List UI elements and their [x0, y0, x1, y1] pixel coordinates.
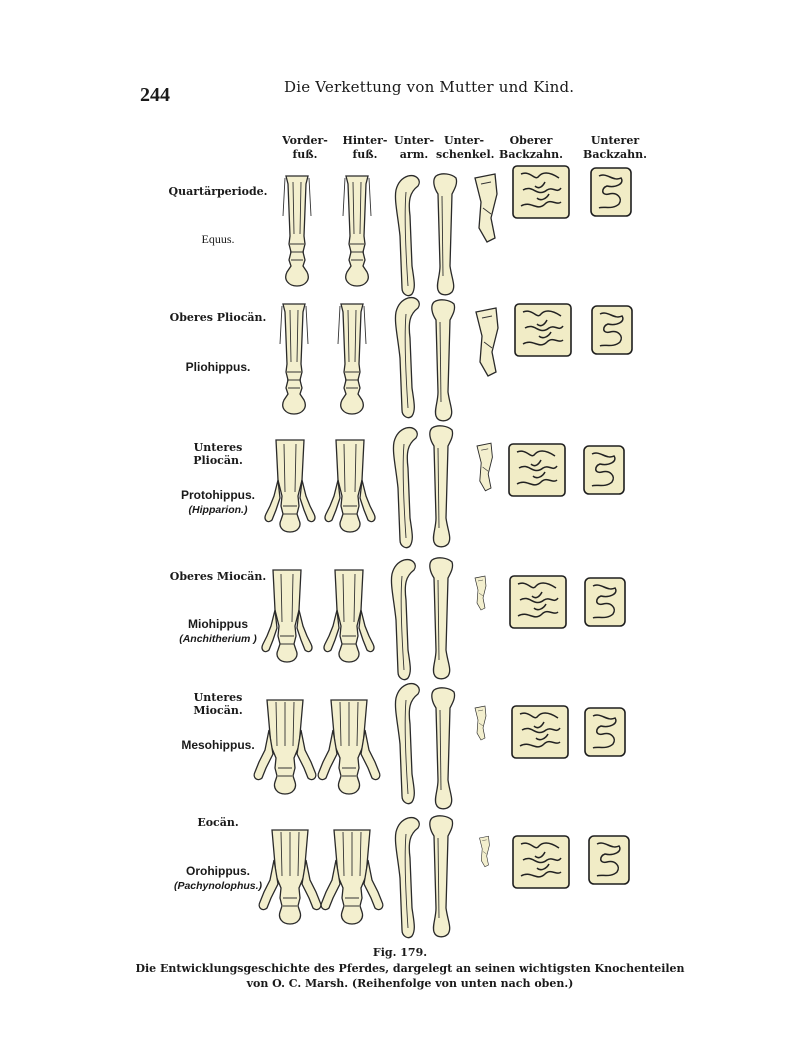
row-genus-protohippus: Protohippus.	[181, 488, 255, 502]
miohippus-lower-molar	[585, 578, 625, 626]
page-number: 244	[140, 84, 170, 106]
equus-ankle	[475, 174, 497, 242]
protohippus-forearm	[393, 428, 417, 548]
orohippus-lower-molar	[589, 836, 629, 884]
orohippus-hindfoot	[321, 830, 383, 924]
figure-caption-line-1: Die Entwicklungsgeschichte des Pferdes, dargelegt an seinen wichtigsten Knochenteilen	[135, 962, 685, 975]
miohippus-forefoot	[262, 570, 312, 662]
column-header-forearm: Unter- arm.	[393, 134, 435, 161]
row-mesohippus-figures	[254, 684, 625, 809]
miohippus-lower-leg	[430, 558, 453, 679]
equus-lower-molar	[591, 168, 631, 216]
mesohippus-forefoot	[254, 700, 316, 794]
equus-forearm	[395, 176, 419, 296]
column-header-upper-molar: Oberer Backzahn.	[499, 134, 563, 161]
column-header-lower-molar: Unterer Backzahn.	[583, 134, 647, 161]
row-equus-figures	[283, 166, 631, 296]
equus-hindfoot	[343, 176, 371, 286]
miohippus-ankle	[475, 576, 486, 610]
mesohippus-forearm	[395, 684, 419, 804]
protohippus-lower-leg	[430, 426, 453, 547]
pliohippus-upper-molar	[515, 304, 571, 356]
protohippus-lower-molar	[584, 446, 624, 494]
row-period-protohippus: Unteres Pliocän.	[193, 441, 243, 467]
miohippus-forearm	[391, 560, 415, 680]
figure-label: Fig. 179.	[372, 946, 428, 959]
row-pliohippus-figures	[280, 298, 632, 421]
pliohippus-ankle	[476, 308, 498, 376]
pliohippus-forearm	[395, 298, 419, 418]
protohippus-upper-molar	[509, 444, 565, 496]
row-alt-anchitherium: (Anchitherium )	[179, 633, 257, 645]
mesohippus-upper-molar	[512, 706, 568, 758]
protohippus-ankle	[477, 443, 492, 491]
orohippus-forearm	[395, 818, 419, 938]
row-miohippus-figures	[262, 558, 625, 680]
row-protohippus-figures	[265, 426, 624, 548]
orohippus-lower-leg	[430, 816, 453, 937]
protohippus-hindfoot	[325, 440, 375, 532]
equus-lower-leg	[434, 174, 457, 295]
column-header-forefoot: Vorder- fuß.	[282, 134, 328, 161]
orohippus-forefoot	[259, 830, 321, 924]
pliohippus-lower-molar	[592, 306, 632, 354]
row-genus-pliohippus: Pliohippus.	[185, 360, 251, 374]
pliohippus-lower-leg	[432, 300, 455, 421]
miohippus-upper-molar	[510, 576, 566, 628]
column-header-hindfoot: Hinter- fuß.	[342, 134, 388, 161]
orohippus-upper-molar	[513, 836, 569, 888]
protohippus-forefoot	[265, 440, 315, 532]
equus-forefoot	[283, 176, 311, 286]
running-title: Die Verkettung von Mutter und Kind.	[284, 78, 575, 96]
row-orohippus-figures	[259, 816, 629, 938]
row-period-miohippus: Oberes Miocän.	[169, 570, 267, 583]
miohippus-hindfoot	[324, 570, 374, 662]
column-header-lower-leg: Unter- schenkel.	[436, 134, 495, 161]
row-alt-hipparion: (Hipparion.)	[188, 504, 248, 516]
mesohippus-lower-leg	[432, 688, 455, 809]
row-genus-equus: Equus.	[201, 232, 235, 246]
row-period-equus: Quartärperiode.	[168, 185, 268, 198]
row-genus-mesohippus: Mesohippus.	[181, 738, 255, 752]
mesohippus-hindfoot	[318, 700, 380, 794]
mesohippus-ankle	[475, 706, 486, 740]
row-alt-pachynolophus: (Pachynolophus.)	[173, 880, 263, 892]
row-period-mesohippus: Unteres Miocän.	[193, 691, 243, 717]
equus-upper-molar	[513, 166, 569, 218]
pliohippus-hindfoot	[338, 304, 366, 414]
orohippus-ankle	[480, 836, 490, 867]
pliohippus-forefoot	[280, 304, 308, 414]
figure-caption-line-2: von O. C. Marsh. (Reihenfolge von unten nach oben.)	[246, 977, 574, 990]
mesohippus-lower-molar	[585, 708, 625, 756]
row-genus-miohippus: Miohippus	[188, 617, 248, 631]
row-period-pliohippus: Oberes Pliocän.	[169, 311, 267, 324]
row-genus-orohippus: Orohippus.	[186, 864, 250, 878]
row-period-orohippus: Eocän.	[197, 816, 239, 829]
